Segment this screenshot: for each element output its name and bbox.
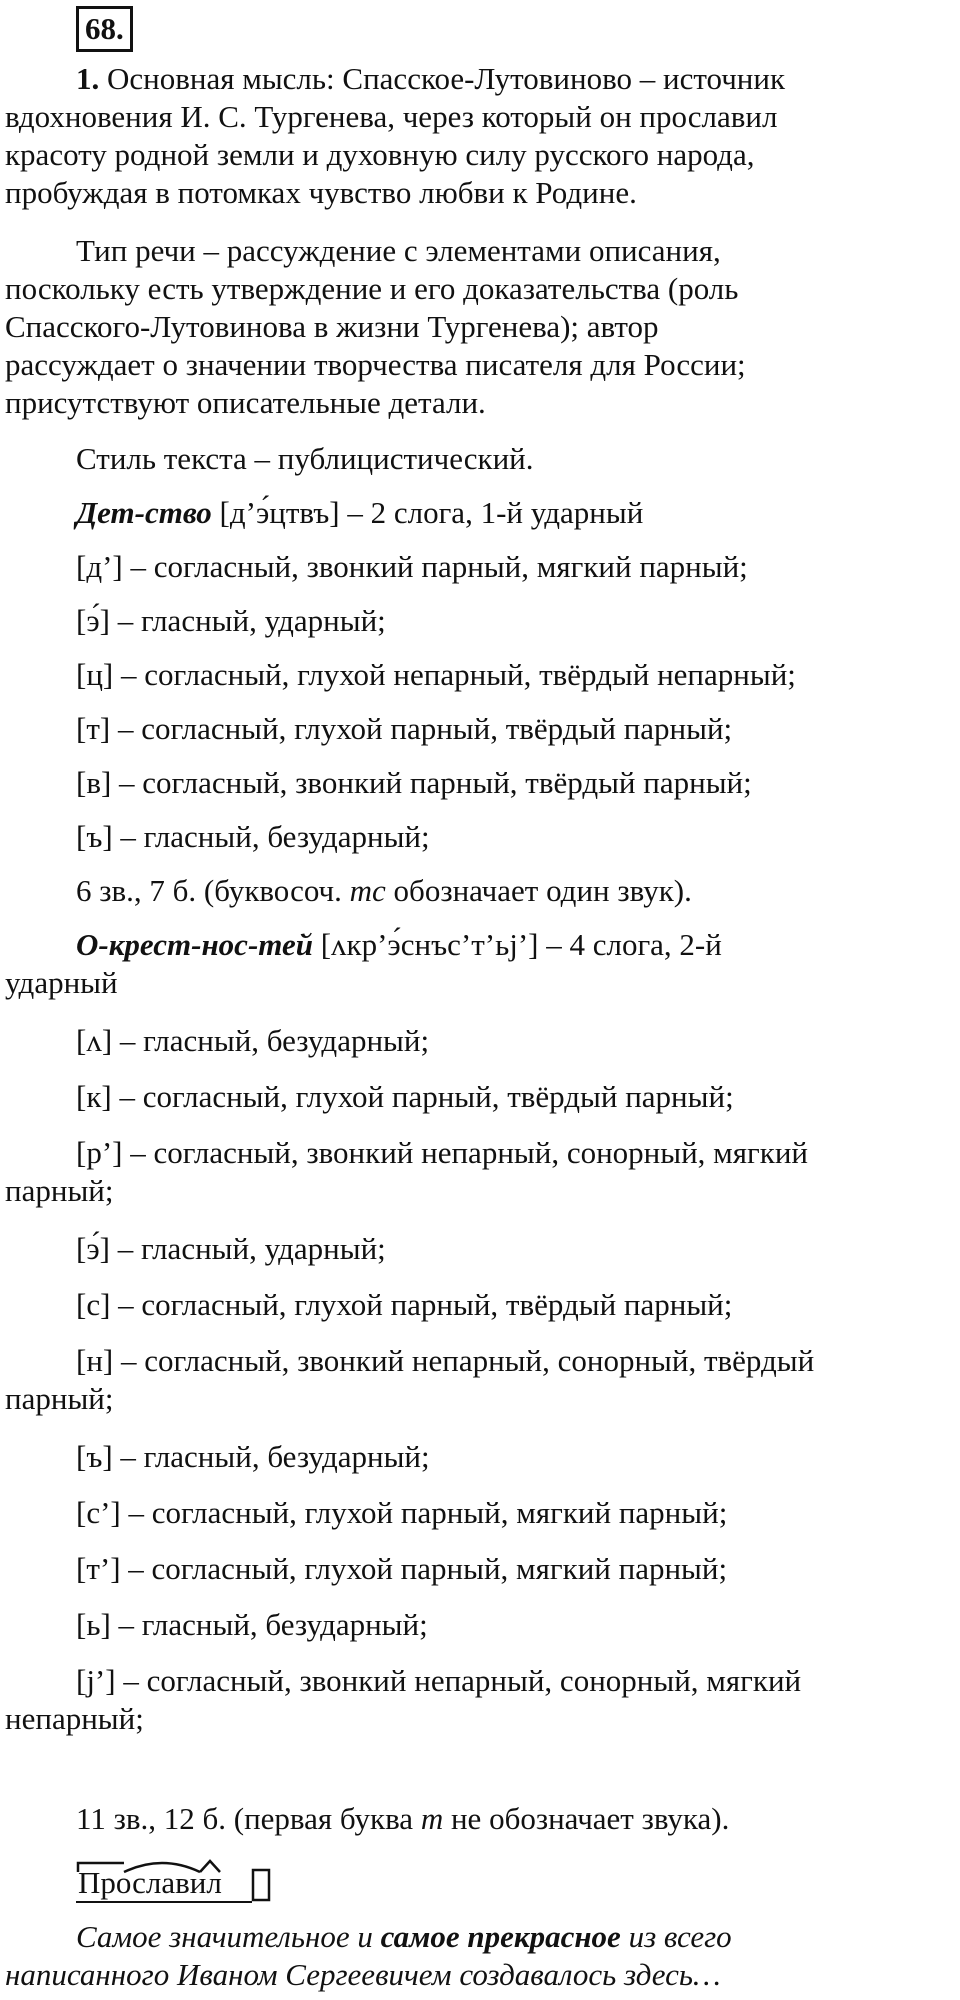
quote-line-2: написанного Иваном Сергеевичем создавалось здесь… [5, 1957, 721, 1992]
word2-sound-9: [т’] – согласный, глухой парный, мягкий парный; [76, 1551, 728, 1586]
word1-sound-5: [в] – согласный, звонкий парный, твёрдый парный; [76, 765, 752, 800]
exercise-number: 68. [76, 6, 133, 52]
parsed-word: Прославил [78, 1865, 222, 1900]
p2-line-5: присутствуют описательные детали. [5, 385, 486, 420]
word2-sound-3: [р’] – согласный, звонкий непарный, сонорный, мягкий [76, 1135, 809, 1170]
word2-title: О-крест-нос-тей [76, 927, 313, 962]
word2-header: О-крест-нос-тей [ʌкр’э́снъс’т’ьj’] – 4 слога, 2-й [76, 927, 722, 962]
p1-line-1: 1. Основная мысль: Спасское-Лутовиново – источник [76, 61, 786, 96]
word2-sound-5: [с] – согласный, глухой парный, твёрдый парный; [76, 1287, 733, 1322]
word2-sound-4: [э́] – гласный, ударный; [76, 1231, 386, 1266]
p2-line-1: Тип речи – рассуждение с элементами описания, [76, 233, 721, 268]
word2-sound-2: [к] – согласный, глухой парный, твёрдый парный; [76, 1079, 734, 1114]
word1-header: Дет-ство [д’э́цтвъ] – 2 слога, 1-й ударный [76, 495, 644, 530]
p1-line-2: вдохновения И. С. Тургенева, через который он прославил [5, 99, 778, 134]
word1-sound-1: [д’] – согласный, звонкий парный, мягкий парный; [76, 549, 748, 584]
p2-line-4: рассуждает о значении творчества писателя для России; [5, 347, 746, 382]
word1-sound-4: [т] – согласный, глухой парный, твёрдый парный; [76, 711, 733, 746]
item-number: 1. [76, 61, 100, 96]
word2-header-cont: ударный [5, 965, 118, 1000]
word1-sound-6: [ъ] – гласный, безударный; [76, 819, 430, 854]
word1-sound-3: [ц] – согласный, глухой непарный, твёрдый непарный; [76, 657, 796, 692]
p2-line-2: поскольку есть утверждение и его доказательства (роль [5, 271, 739, 306]
word2-sound-7: [ъ] – гласный, безударный; [76, 1439, 430, 1474]
p1-line-3: красоту родной земли и духовную силу русского народа, [5, 137, 755, 172]
word1-sound-2: [э́] – гласный, ударный; [76, 603, 386, 638]
quote-bold-phrase: самое прекрасное [380, 1919, 621, 1954]
style-line: Стиль текста – публицистический. [76, 441, 534, 476]
word2-sound-1: [ʌ] – гласный, безударный; [76, 1023, 430, 1058]
word2-sound-11: [j’] – согласный, звонкий непарный, сонорный, мягкий [76, 1663, 802, 1698]
p1-line-4: пробуждая в потомках чувство любви к Родине. [5, 175, 637, 210]
word2-sound-6: [н] – согласный, звонкий непарный, сонорный, твёрдый [76, 1343, 815, 1378]
word1-summary: 6 зв., 7 б. (буквосоч. тс обозначает один звук). [76, 873, 692, 908]
word2-sound-8: [с’] – согласный, глухой парный, мягкий парный; [76, 1495, 728, 1530]
zero-ending-box [253, 1870, 269, 1900]
word1-title: Дет-ство [76, 495, 212, 530]
morpheme-parse [76, 1858, 276, 1908]
word2-summary: 11 зв., 12 б. (первая буква т не обозначает звука). [76, 1801, 730, 1836]
word2-sound-6-cont: парный; [5, 1381, 114, 1416]
word2-sound-3-cont: парный; [5, 1173, 114, 1208]
quote-line-1: Самое значительное и самое прекрасное из всего [76, 1919, 732, 1954]
word2-sound-10: [ь] – гласный, безударный; [76, 1607, 428, 1642]
word2-sound-11-cont: непарный; [5, 1701, 144, 1736]
p2-line-3: Спасского-Лутовинова в жизни Тургенева); автор [5, 309, 659, 344]
